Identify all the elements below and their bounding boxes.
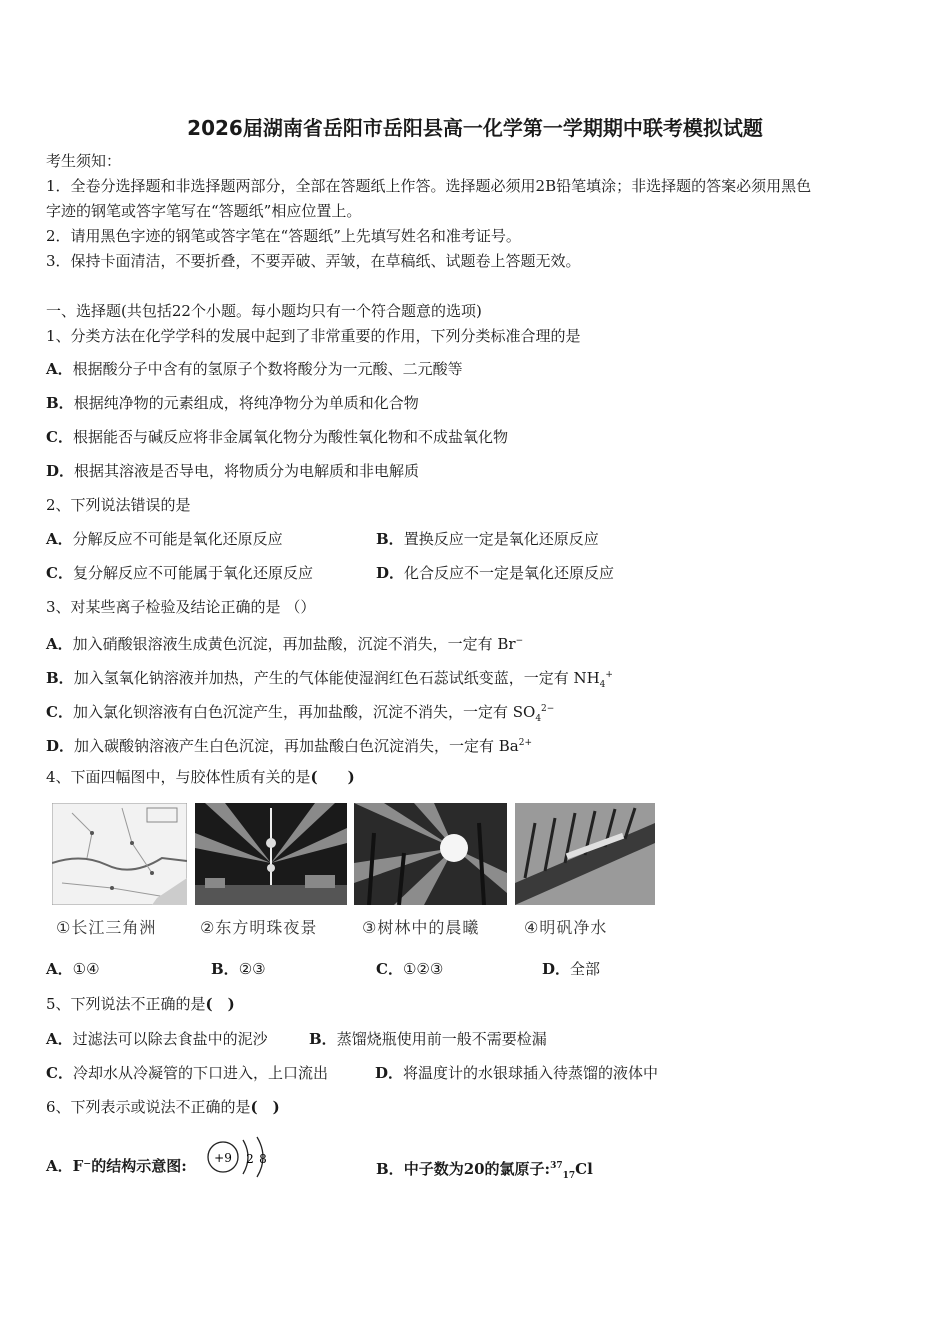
question-4-stem: 4、下面四幅图中，与胶体性质有关的是( ) xyxy=(46,768,355,786)
question-3-option-d: D．加入碳酸钠溶液产生白色沉淀，再加盐酸白色沉淀消失，一定有 $Ba^{2+}$ xyxy=(46,737,533,755)
section-heading: 一、选择题(共包括22个小题。每小题均只有一个符合题意的选项) xyxy=(46,302,482,320)
question-2-option-d: D．化合反应不一定是氧化还原反应 xyxy=(376,564,615,582)
question-3-stem: 3、对某些离子检验及结论正确的是 （） xyxy=(46,598,316,616)
notice-item-1-cont: 字迹的钢笔或答字笔写在“答题纸”相应位置上。 xyxy=(46,202,362,220)
question-5-option-c: C．冷却水从冷凝管的下口进入，上口流出 xyxy=(46,1064,328,1082)
question-3-option-c: C．加入氯化钡溶液有白色沉淀产生，再加盐酸，沉淀不消失，一定有 $SO_4^{2-}$ xyxy=(46,703,555,724)
notice-heading: 考生须知： xyxy=(46,152,122,170)
notice-item-1: 1．全卷分选择题和非选择题两部分，全部在答题纸上作答。选择题必须用2B铅笔填涂；非选择题的答案必须用黑色 xyxy=(46,177,812,195)
question-1-option-a: A．根据酸分子中含有的氢原子个数将酸分为一元酸、二元酸等 xyxy=(46,360,463,378)
question-2-option-a: A．分解反应不可能是氧化还原反应 xyxy=(46,530,283,548)
question-1-stem: 1、分类方法在化学学科的发展中起到了非常重要的作用，下列分类标准合理的是 xyxy=(46,327,581,345)
question-5-stem: 5、下列说法不正确的是( ) xyxy=(46,995,235,1013)
forest-sunlight-image xyxy=(354,803,507,905)
question-1-option-d: D．根据其溶液是否导电，将物质分为电解质和非电解质 xyxy=(46,462,420,480)
question-3-option-a: A．加入硝酸银溶液生成黄色沉淀，再加盐酸，沉淀不消失，一定有 Br− xyxy=(46,635,524,653)
question-5-option-b: B．蒸馏烧瓶使用前一般不需要检漏 xyxy=(309,1030,547,1048)
page-title: 2026届湖南省岳阳市岳阳县高一化学第一学期期中联考模拟试题 xyxy=(187,116,763,140)
question-4-option-a: A．①④ xyxy=(46,960,100,978)
question-2-option-c: C．复分解反应不可能属于氧化还原反应 xyxy=(46,564,313,582)
question-3-option-b: B．加入氢氧化钠溶液并加热，产生的气体能使湿润红色石蕊试纸变蓝，一定有 $NH_4^+$ xyxy=(46,669,613,690)
electron-shell-1: 2 xyxy=(246,1152,254,1166)
nucleus-charge: +9 xyxy=(214,1151,232,1165)
question-4-option-b: B．②③ xyxy=(211,960,266,978)
question-2-stem: 2、下列说法错误的是 xyxy=(46,496,191,514)
notice-item-3: 3．保持卡面清洁，不要折叠，不要弄破、弄皱，在草稿纸、试题卷上答题无效。 xyxy=(46,252,581,270)
question-6-option-b: B．中子数为20的氯原子:$^{37}_{17}$Cl xyxy=(376,1160,593,1181)
electron-shell-2: 8 xyxy=(259,1152,267,1166)
question-6-stem: 6、下列表示或说法不正确的是( ) xyxy=(46,1098,280,1116)
question-6-option-a: A．F⁻的结构示意图: xyxy=(46,1157,187,1175)
figure-caption-2: ②东方明珠夜景 xyxy=(200,918,318,937)
yangtze-delta-map-image xyxy=(52,803,187,905)
notice-item-2: 2．请用黑色字迹的钢笔或答字笔在“答题纸”上先填写姓名和准考证号。 xyxy=(46,227,521,245)
question-2-option-b: B．置换反应一定是氧化还原反应 xyxy=(376,530,599,548)
question-4-option-c: C．①②③ xyxy=(376,960,444,978)
figure-caption-4: ④明矾净水 xyxy=(524,918,608,937)
figure-caption-1: ①长江三角洲 xyxy=(56,918,157,937)
question-5-option-a: A．过滤法可以除去食盐中的泥沙 xyxy=(46,1030,268,1048)
question-4-option-d: D．全部 xyxy=(542,960,601,978)
pearl-tower-night-image xyxy=(195,803,347,905)
fluoride-ion-structure-diagram xyxy=(203,1134,273,1180)
question-5-option-d: D．将温度计的水银球插入待蒸馏的液体中 xyxy=(375,1064,659,1082)
question-1-option-b: B．根据纯净物的元素组成，将纯净物分为单质和化合物 xyxy=(46,394,419,412)
question-1-option-c: C．根据能否与碱反应将非金属氧化物分为酸性氧化物和不成盐氧化物 xyxy=(46,428,508,446)
alum-water-purification-image xyxy=(515,803,655,905)
figure-caption-3: ③树林中的晨曦 xyxy=(362,918,480,937)
